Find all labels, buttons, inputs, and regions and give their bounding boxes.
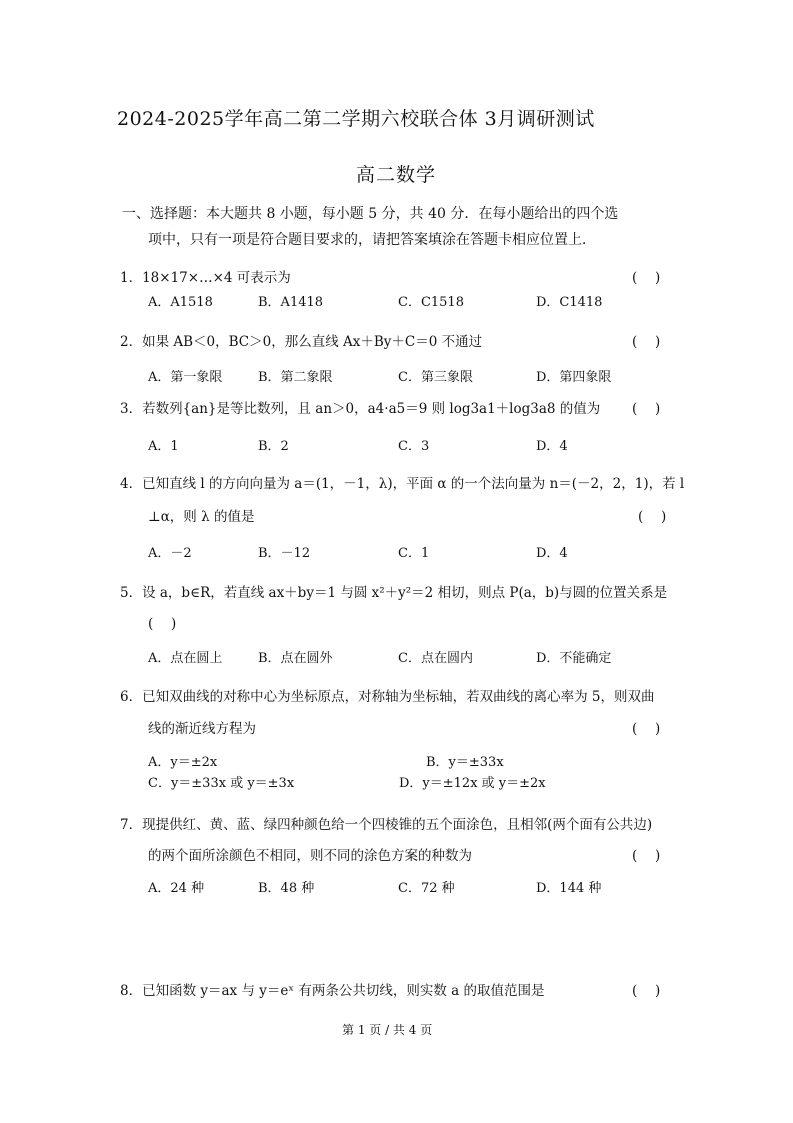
- question-3-stem: 3．若数列{an}是等比数列，且 an＞0，a4·a5＝9 则 log3a1＋log3a8 的值为: [120, 401, 601, 417]
- question-3-option-b: B．2: [258, 439, 289, 454]
- question-2-option-b: B．第二象限: [258, 370, 333, 385]
- question-4-option-d: D．4: [536, 546, 568, 561]
- question-5-option-c: C．点在圆内: [398, 651, 473, 666]
- question-6-stem-line-2: 线的渐近线方程为: [148, 721, 256, 737]
- question-6-answer-paren: ( ): [632, 721, 661, 737]
- question-2-option-d: D．第四象限: [536, 370, 612, 385]
- question-6-option-c: C．y＝±33x 或 y＝±3x: [148, 776, 295, 791]
- question-7-answer-paren: ( ): [632, 848, 661, 864]
- question-7-option-d: D．144 种: [536, 881, 602, 896]
- exam-subtitle: 高二数学: [356, 164, 437, 186]
- question-4-option-b: B．－12: [258, 546, 311, 561]
- question-3-answer-paren: ( ): [632, 401, 661, 417]
- question-7-option-c: C．72 种: [398, 881, 455, 896]
- question-7-option-b: B．48 种: [258, 881, 315, 896]
- question-5-answer-paren: ( ): [148, 616, 177, 632]
- question-7-stem-line-2: 的两个面所涂颜色不相同，则不同的涂色方案的种数为: [148, 848, 472, 864]
- question-3-option-c: C．3: [398, 439, 430, 454]
- question-5-option-d: D．不能确定: [536, 651, 612, 666]
- section-instructions: [122, 201, 682, 253]
- question-2-answer-paren: ( ): [632, 334, 661, 350]
- exam-title: 2024-2025学年高二第二学期六校联合体 3月调研测试: [117, 108, 595, 130]
- question-2-option-c: C．第三象限: [398, 370, 473, 385]
- question-4-option-c: C．1: [398, 546, 430, 561]
- question-5-option-a: A．点在圆上: [148, 651, 223, 666]
- question-7-stem-line-1: 7．现提供红、黄、蓝、绿四种颜色给一个四棱锥的五个面涂色，且相邻(两个面有公共边): [120, 817, 653, 833]
- question-5-option-b: B．点在圆外: [258, 651, 333, 666]
- question-1-answer-paren: ( ): [632, 270, 661, 286]
- question-6-option-b: B．y＝±33x: [426, 755, 504, 770]
- question-3-option-d: D．4: [536, 439, 568, 454]
- page-footer: 第 1 页 / 共 4 页: [342, 1023, 433, 1037]
- question-1-option-c: C．C1518: [398, 295, 464, 310]
- question-2-option-a: A．第一象限: [148, 370, 223, 385]
- question-5-stem-line-1: 5．设 a，b∈R，若直线 ax＋by＝1 与圆 x²＋y²＝2 相切，则点 P(a，b)与圆的位置关系是: [120, 585, 668, 601]
- question-6-stem-line-1: 6．已知双曲线的对称中心为坐标原点，对称轴为坐标轴，若双曲线的离心率为 5，则双曲: [120, 689, 655, 705]
- section-instructions-line-1: 一、选择题：本大题共 8 小题，每小题 5 分，共 40 分．在每小题给出的四个选: [122, 206, 619, 222]
- question-6-option-d: D．y＝±12x 或 y＝±2x: [399, 776, 546, 791]
- question-8-stem: 8．已知函数 y＝ax 与 y＝eˣ 有两条公共切线，则实数 a 的取值范围是: [120, 983, 545, 999]
- question-1-option-d: D．C1418: [536, 295, 603, 310]
- question-7-option-a: A．24 种: [148, 881, 205, 896]
- question-6-option-a: A．y＝±2x: [148, 755, 218, 770]
- section-instructions-line-2: 项中，只有一项是符合题目要求的，请把答案填涂在答题卡相应位置上．: [148, 232, 596, 248]
- question-1-stem: 1．18×17×…×4 可表示为: [120, 270, 291, 286]
- question-4-answer-paren: ( ): [638, 509, 667, 525]
- question-8-answer-paren: ( ): [632, 983, 661, 999]
- question-3-option-a: A．1: [148, 439, 179, 454]
- question-2-stem: 2．如果 AB＜0，BC＞0，那么直线 Ax＋By＋C＝0 不通过: [120, 334, 483, 350]
- question-1-option-a: A．A1518: [148, 295, 213, 310]
- question-1-option-b: B．A1418: [258, 295, 324, 310]
- question-4-stem-line-2: ⊥α，则 λ 的值是: [148, 509, 255, 525]
- question-4-option-a: A．－2: [148, 546, 192, 561]
- question-4-stem-line-1: 4．已知直线 l 的方向向量为 a＝(1，－1，λ)，平面 α 的一个法向量为 n＝(－2，2，1)，若 l: [120, 476, 685, 492]
